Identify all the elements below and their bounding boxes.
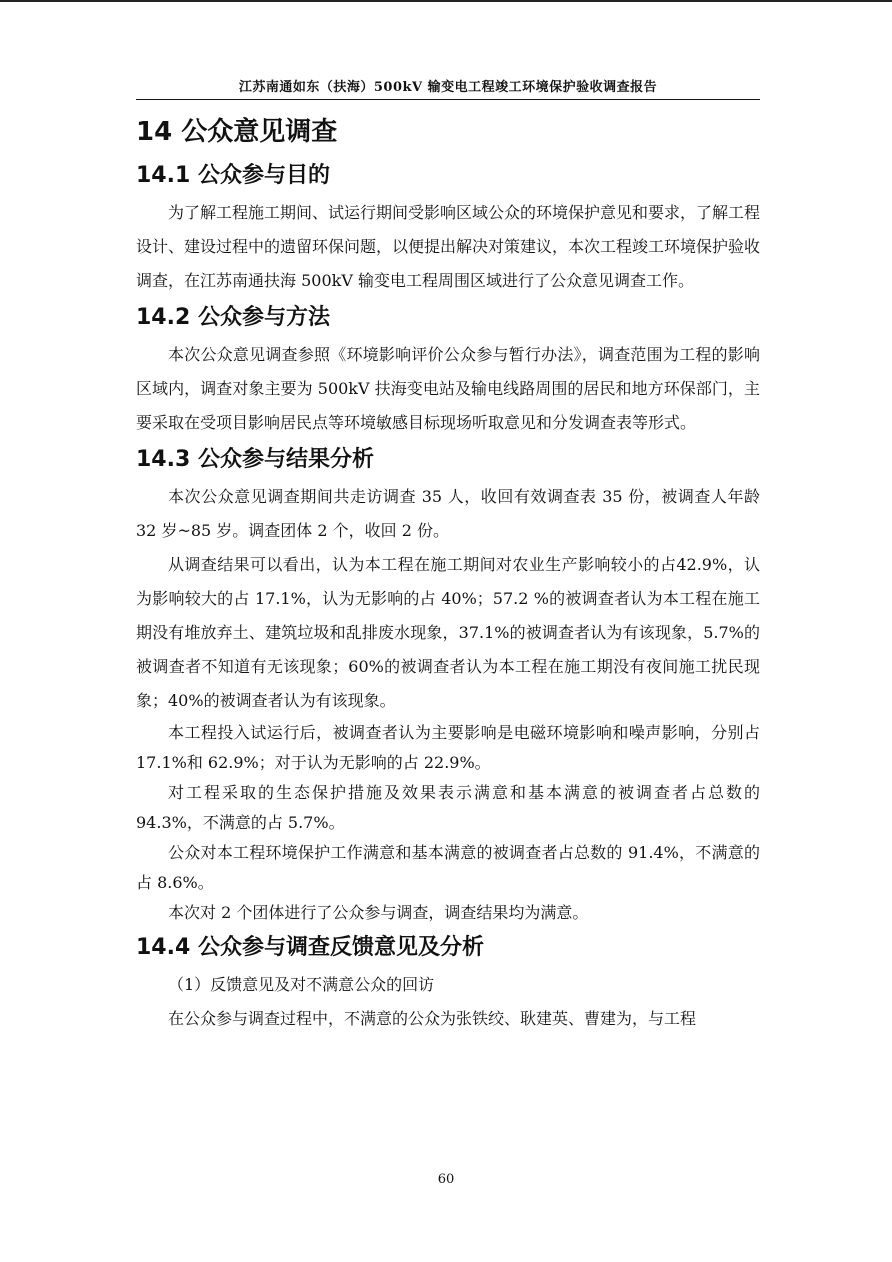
page-number: 60 bbox=[437, 1172, 455, 1187]
top-border bbox=[0, 0, 892, 2]
section-title-14-4: 14.4 公众参与调查反馈意见及分析 bbox=[136, 935, 484, 960]
paragraph: 从调查结果可以看出，认为本工程在施工期间对农业生产影响较小的占42.9%，认为影响较大的占 17.1%，认为无影响的占 40%；57.2 %的被调查者认为本工程在施工期没有堆放弃土、建筑垃圾和乱排废水现象，37.1%的被调查者认为有该现象，5.7%的被调查者不知道有无该现象；60%的被调查者认为本工程在施工期没有夜间施工扰民现象；40%的被调查者认为有该现象。 bbox=[136, 555, 760, 710]
section-title-14-3: 14.3 公众参与结果分析 bbox=[136, 447, 374, 472]
sub-heading: （1）反馈意见及对不满意公众的回访 bbox=[168, 975, 435, 994]
running-header: 江苏南通如东（扶海）500kV 输变电工程竣工环境保护验收调查报告 bbox=[238, 80, 658, 95]
paragraph: 对工程采取的生态保护措施及效果表示满意和基本满意的被调查者占总数的 94.3%，不满意的占 5.7%。 bbox=[136, 783, 760, 832]
paragraph: 公众对本工程环境保护工作满意和基本满意的被调查者占总数的 91.4%，不满意的占 8.6%。 bbox=[136, 843, 760, 892]
page-body bbox=[136, 112, 760, 1036]
paragraph: 本次公众意见调查期间共走访调查 35 人，收回有效调查表 35 份，被调查人年龄 32 岁~85 岁。调查团体 2 个，收回 2 份。 bbox=[136, 487, 760, 540]
chapter-title: 14 公众意见调查 bbox=[136, 117, 338, 147]
paragraph: 在公众参与调查过程中，不满意的公众为张铁绞、耿建英、曹建为，与工程 bbox=[168, 1009, 697, 1028]
paragraph: 本次对 2 个团体进行了公众参与调查，调查结果均为满意。 bbox=[168, 903, 589, 922]
paragraph: 本次公众意见调查参照《环境影响评价公众参与暂行办法》，调查范围为工程的影响区域内，调查对象主要为 500kV 扶海变电站及输电线路周围的居民和地方环保部门，主要采取在受项目影响居民点等环境敏感目标现场听取意见和分发调查表等形式。 bbox=[136, 345, 760, 432]
section-title-14-2: 14.2 公众参与方法 bbox=[136, 305, 330, 330]
paragraph: 本工程投入试运行后，被调查者认为主要影响是电磁环境影响和噪声影响，分别占 17.1%和 62.9%；对于认为无影响的占 22.9%。 bbox=[136, 723, 760, 772]
header-divider bbox=[136, 99, 760, 100]
section-title-14-1: 14.1 公众参与目的 bbox=[136, 163, 330, 188]
paragraph: 为了解工程施工期间、试运行期间受影响区域公众的环境保护意见和要求，了解工程设计、建设过程中的遗留环保问题，以便提出解决对策建议，本次工程竣工环境保护验收调查，在江苏南通扶海 500kV 输变电工程周围区域进行了公众意见调查工作。 bbox=[136, 203, 761, 290]
